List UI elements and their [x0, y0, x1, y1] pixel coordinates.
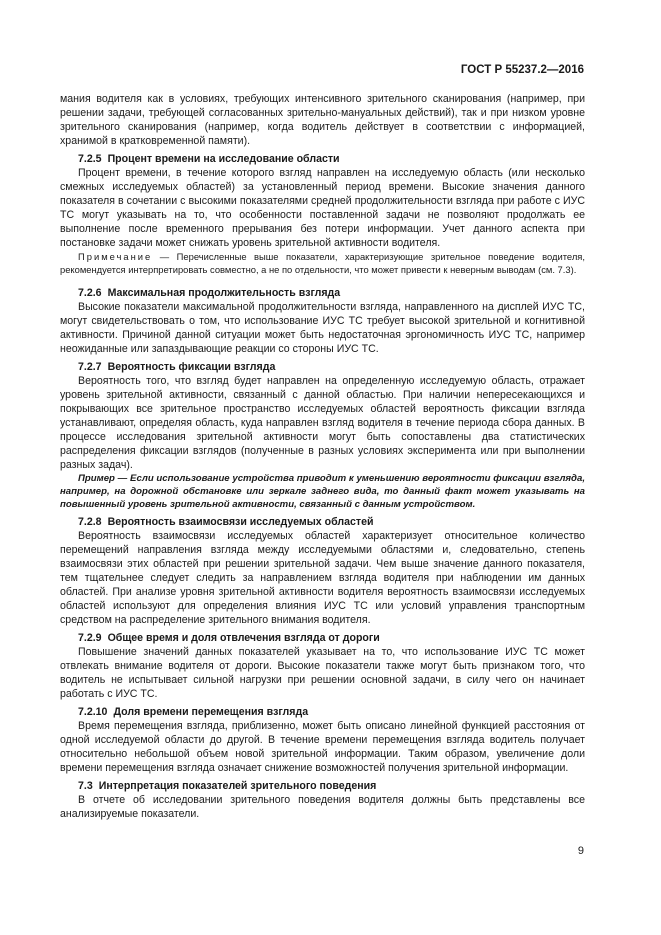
- section-number: 7.2.10: [78, 706, 108, 718]
- section-7-2-9-heading: [60, 631, 585, 645]
- section-7-2-10-text: Время перемещения взгляда, приблизенно, может быть описано линейной функцией расстояния от одной исследуемой области до другой. В течение времени перемещения взгляда водитель получает относительно небольшой объем новой зрительной информации. Таким образом, увеличение доли времени перемещения взгляда означает снижение возможностей получения зрительной информации.: [60, 720, 585, 774]
- example-text: Пример — Если использование устройства приводит к уменьшению вероятности фиксации взгляда, например, на дорожной обстановке или зеркале заднего вида, то данный факт может указывать на повышенный уровень зрительной активности, связанный с данным устройством.: [60, 473, 585, 510]
- section-number: 7.2.7: [78, 361, 102, 373]
- section-7-2-6-text: Высокие показатели максимальной продолжительности взгляда, направленного на дисплей ИУС ТС, могут свидетельствовать о том, что использование ИУС ТС требует высокой зрительной и когнитивной активности. Причиной данной ситуации может быть недостаточная эргономичность ИУС ТС, например неожиданные или запаздывающие реакции со стороны ИУС ТС.: [60, 301, 585, 355]
- section-title: Максимальная продолжительность взгляда: [107, 287, 341, 299]
- section-7-2-8-heading: [60, 515, 585, 529]
- section-7-3-text: В отчете об исследовании зрительного поведения водителя должны быть представлены все анализируемые показатели.: [60, 794, 585, 820]
- section-number: 7.3: [78, 780, 93, 792]
- section-7-2-9-text: Повышение значений данных показателей указывает на то, что использование ИУС ТС может отвлекать внимание водителя от дороги. Высокие показатели также могут быть признаком того, что водитель не испытывает сильной нагрузки при решении основной задачи, в силу чего он начинает работать с ИУС ТС.: [60, 646, 585, 700]
- document-body: [60, 92, 585, 821]
- section-title: Общее время и доля отвлечения взгляда от дороги: [107, 632, 380, 644]
- section-7-2-8-text: Вероятность взаимосвязи исследуемых областей характеризует относительное количество перемещений направления взгляда между исследуемыми областями и, следовательно, степень взаимосвязи этих областей при решении зрительной задачи. Чем выше значение данного показателя, тем тщательнее следует следить за направлением взгляда водителя при наблюдении им данных областей. При анализе уровня зрительной активности водителя вероятность взаимосвязи исследуемых областей используют для определения влияния ИУС ТС или условий управления транспортным средством на распределение зрительного внимания водителя.: [60, 530, 585, 626]
- section-title: Доля времени перемещения взгляда: [113, 706, 309, 718]
- section-number: 7.2.5: [78, 153, 102, 165]
- section-7-2-7-heading: [60, 360, 585, 374]
- note-text: — Перечисленные выше показатели, характеризующие зрительное поведение водителя, рекомендуется интерпретировать совместно, а не по отдельности, что может привести к неверным выводам (см. 7.3).: [60, 251, 585, 275]
- section-7-2-7-text: Вероятность того, что взгляд будет направлен на определенную исследуемую область, отражает уровень зрительной активности, связанный с данной областью. При наличии непересекающихся и покрывающих все зрительное пространство исследуемых областей вероятность фиксации взгляда устанавливают, определяя область, куда направлен взгляд водителя в течение периода сбора данных. В процессе исследования зрительной активности могут быть сопоставлены два статистических распределения фиксации взглядов (полученные в разных условиях эксперимента или при выполнении разных задач).: [60, 375, 585, 471]
- section-7-2-10-heading: [60, 705, 585, 719]
- section-title: Процент времени на исследование области: [107, 153, 340, 165]
- document-id: ГОСТ Р 55237.2—2016: [460, 64, 584, 76]
- section-number: 7.2.8: [78, 516, 102, 528]
- section-7-2-6-heading: [60, 286, 585, 300]
- section-title: Вероятность взаимосвязи исследуемых областей: [107, 516, 374, 528]
- note: [60, 250, 585, 276]
- section-number: 7.2.6: [78, 287, 102, 299]
- note-label: Примечание: [78, 251, 153, 262]
- section-number: 7.2.9: [78, 632, 102, 644]
- section-7-2-5-text: Процент времени, в течение которого взгляд направлен на исследуемую область (или несколько смежных исследуемых областей) за установленный период времени. Высокие значения данного показателя в сочетании с высокими показателями средней продолжительности взгляда при работе с ИУС ТС могут указывать на то, что особенности поставленной задачи не позволяют продолжать ее выполнение после временного прерывания без потери информации. Учет данного аспекта при постановке задачи может снижать уровень зрительной активности водителя.: [60, 167, 585, 249]
- intro-paragraph: мания водителя как в условиях, требующих интенсивного зрительного сканирования (например, при решении задачи, требующей согласованных зрительно-мануальных действий), так и при низком уровне зрительного сканирования (например, когда водитель действует в соответствии с информацией, хранимой в кратковременной памяти).: [60, 93, 585, 147]
- section-title: Вероятность фиксации взгляда: [107, 361, 276, 373]
- section-7-2-5-heading: [60, 152, 585, 166]
- section-7-3-heading: [60, 779, 585, 793]
- page-number: 9: [577, 845, 584, 857]
- section-title: Интерпретация показателей зрительного поведения: [98, 780, 377, 792]
